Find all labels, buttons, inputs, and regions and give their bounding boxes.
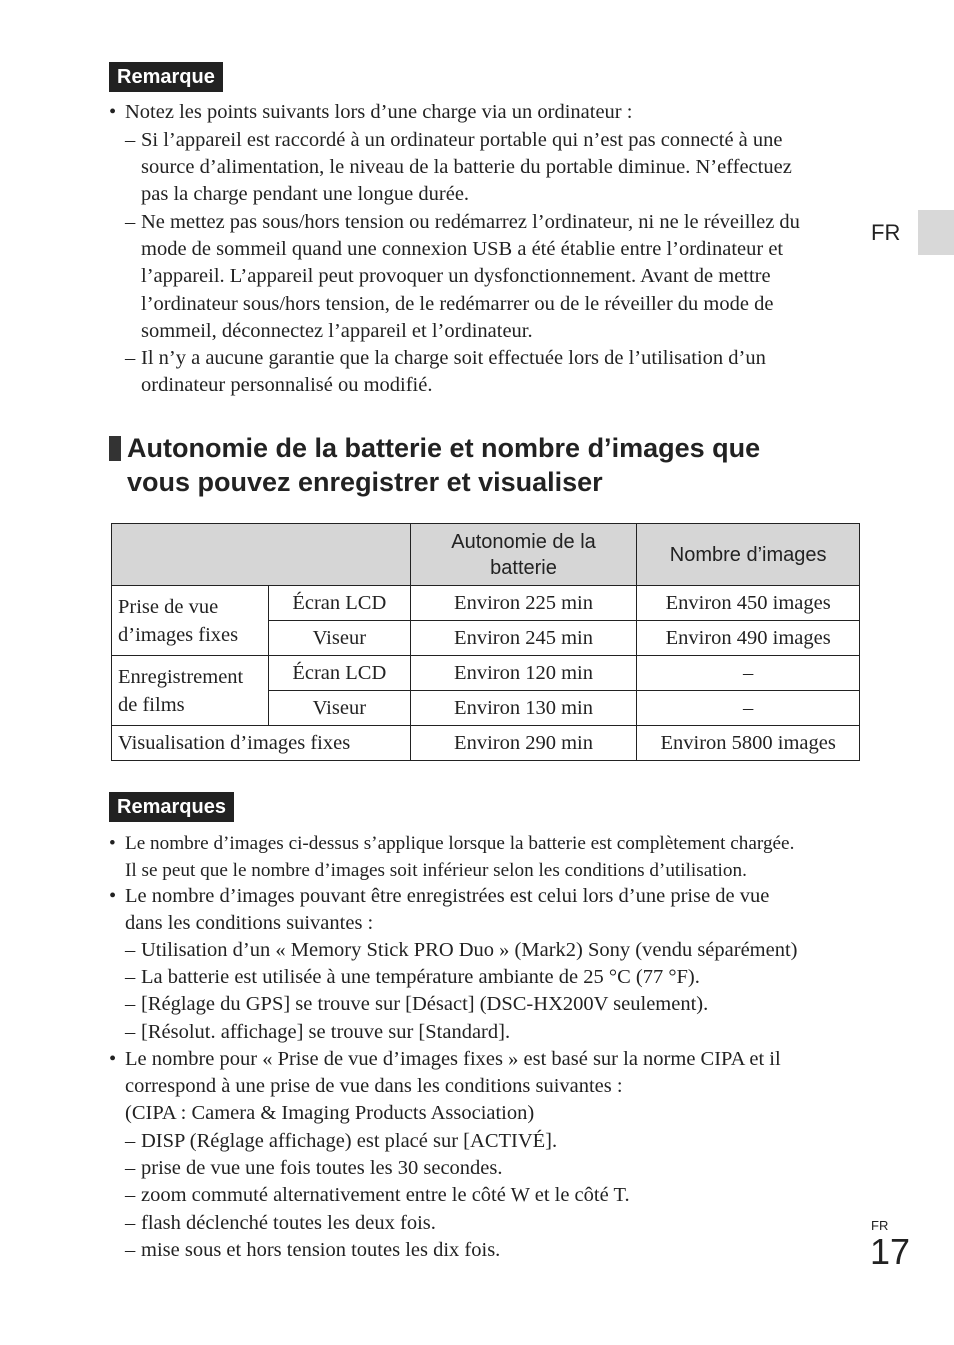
table-row xyxy=(112,586,860,621)
table-row xyxy=(112,726,860,761)
autonomie-cell: Environ 245 min xyxy=(410,621,637,656)
footer-lang: FR xyxy=(871,1218,889,1233)
nombre-cell: – xyxy=(637,656,860,691)
side-tab-marker xyxy=(918,210,954,255)
mode-cell: Viseur xyxy=(268,621,410,656)
header-empty-cell xyxy=(112,524,411,586)
autonomie-cell: Environ 225 min xyxy=(410,586,637,621)
group-film-cell: Enregistrement de films xyxy=(112,656,269,726)
group-photo-cell: Prise de vue d’images fixes xyxy=(112,586,269,656)
header-nombre: Nombre d’images xyxy=(637,524,860,586)
page-number: 17 xyxy=(870,1231,911,1272)
mode-cell: Écran LCD xyxy=(268,656,410,691)
header-autonomie: Autonomie de la batterie xyxy=(410,524,637,586)
autonomie-cell: Environ 120 min xyxy=(410,656,637,691)
autonomie-cell: Environ 130 min xyxy=(410,691,637,726)
mode-cell: Viseur xyxy=(268,691,410,726)
battery-table xyxy=(111,523,860,761)
visualisation-label-cell: Visualisation d’images fixes xyxy=(112,726,411,761)
nombre-cell: Environ 450 images xyxy=(637,586,860,621)
nombre-cell: – xyxy=(637,691,860,726)
table-row xyxy=(112,656,860,691)
mode-cell: Écran LCD xyxy=(268,586,410,621)
autonomie-cell: Environ 290 min xyxy=(410,726,637,761)
side-tab-label: FR xyxy=(871,220,901,245)
nombre-cell: Environ 5800 images xyxy=(637,726,860,761)
remarques-label: Remarques xyxy=(109,792,234,822)
nombre-cell: Environ 490 images xyxy=(637,621,860,656)
remarque-label: Remarque xyxy=(109,62,223,92)
heading-marker xyxy=(109,436,121,461)
section-heading: Autonomie de la batterie et nombre d’images que vous pouvez enregistrer et visualiser xyxy=(127,433,761,497)
table-header-row xyxy=(112,524,860,586)
